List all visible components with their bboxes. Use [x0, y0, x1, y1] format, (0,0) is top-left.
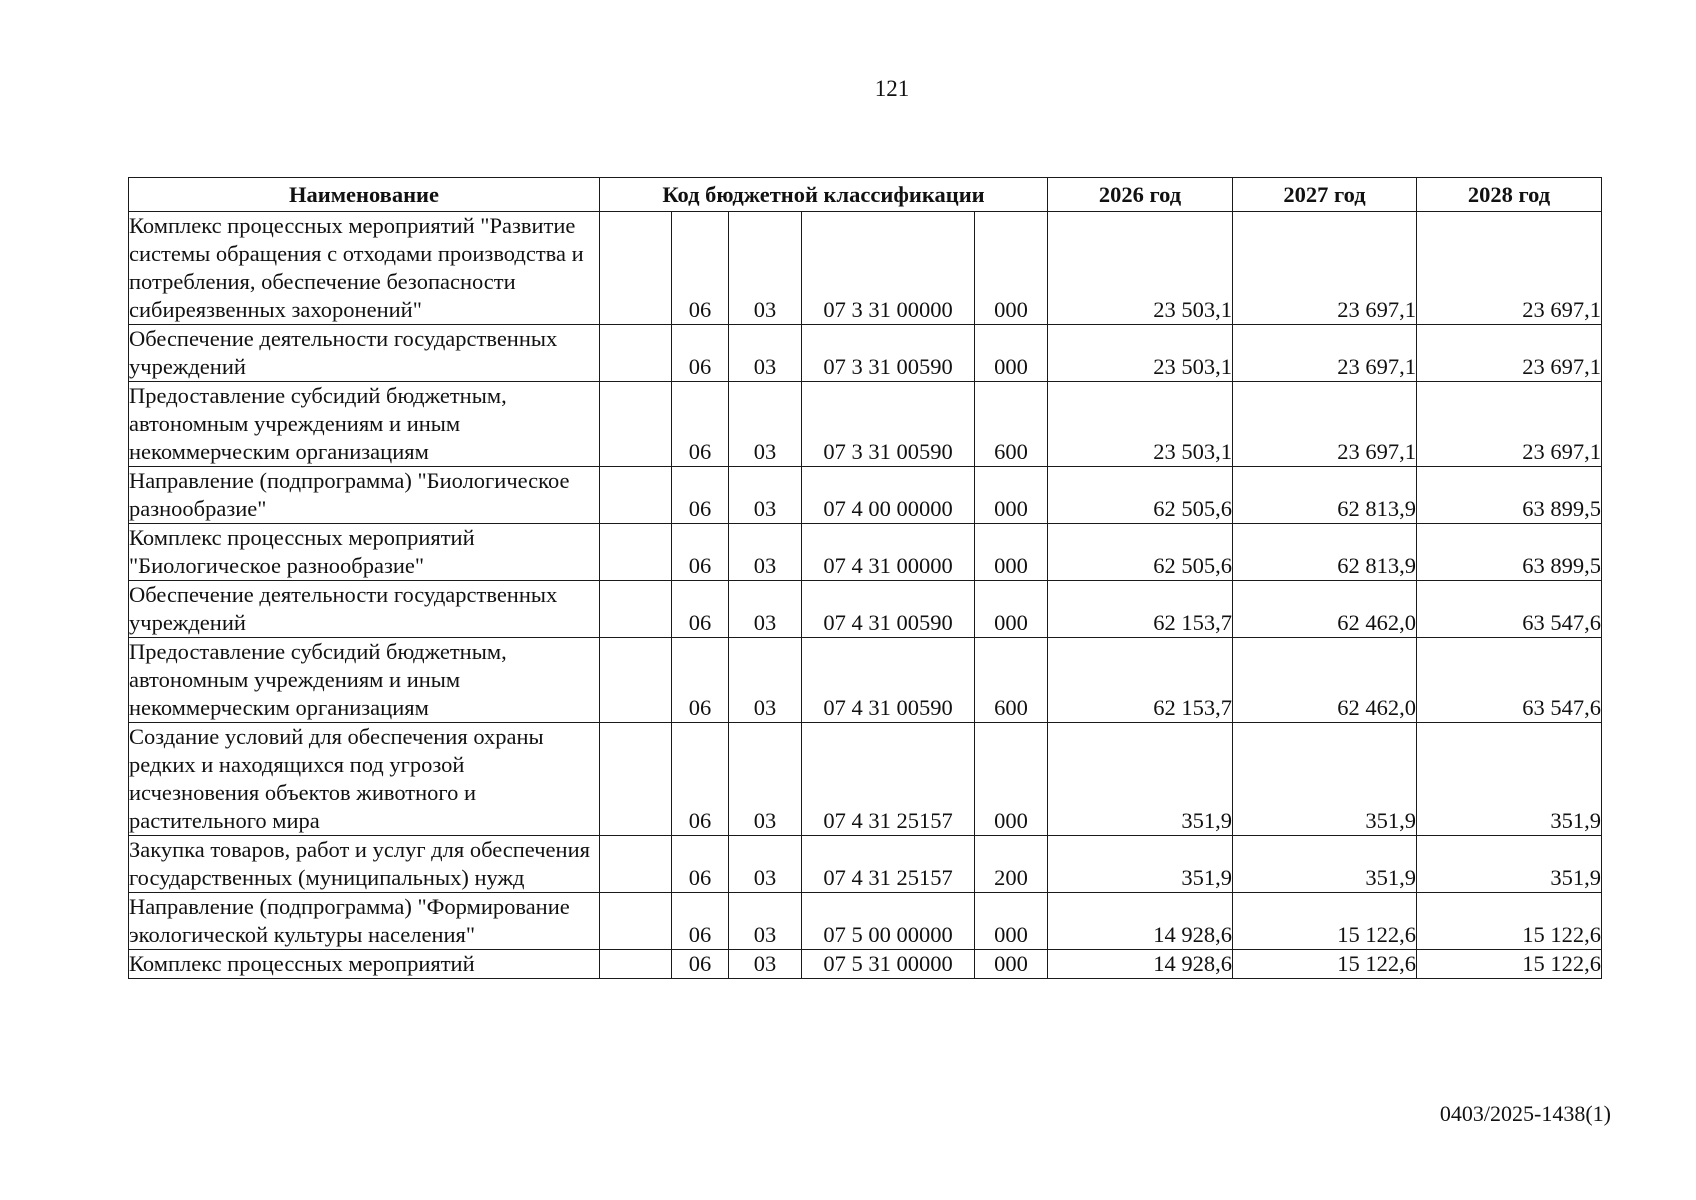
amount-2027: 351,9 — [1233, 836, 1417, 893]
table-row — [129, 382, 1602, 467]
section-code: 06 — [672, 212, 729, 325]
expense-type-code: 200 — [975, 836, 1048, 893]
table-row — [129, 950, 1602, 979]
header-year-2028: 2028 год — [1417, 178, 1602, 212]
section-code: 06 — [672, 893, 729, 950]
amount-2027: 62 813,9 — [1233, 467, 1417, 524]
expense-type-code: 600 — [975, 382, 1048, 467]
row-name: Направление (подпрограмма) "Формирование экологической культуры населения" — [129, 893, 600, 950]
table-row — [129, 723, 1602, 836]
amount-2027: 62 813,9 — [1233, 524, 1417, 581]
row-name: Предоставление субсидий бюджетным, автономным учреждениям и иным некоммерческим организациям — [129, 638, 600, 723]
section-code: 06 — [672, 723, 729, 836]
empty-cell — [600, 893, 672, 950]
subsection-code: 03 — [729, 524, 802, 581]
amount-2026: 14 928,6 — [1048, 950, 1233, 979]
subsection-code: 03 — [729, 893, 802, 950]
amount-2026: 351,9 — [1048, 723, 1233, 836]
empty-cell — [600, 836, 672, 893]
amount-2027: 23 697,1 — [1233, 382, 1417, 467]
section-code: 06 — [672, 950, 729, 979]
amount-2026: 62 153,7 — [1048, 638, 1233, 723]
table-row — [129, 581, 1602, 638]
amount-2026: 62 505,6 — [1048, 524, 1233, 581]
row-name: Обеспечение деятельности государственных учреждений — [129, 325, 600, 382]
amount-2027: 15 122,6 — [1233, 893, 1417, 950]
section-code: 06 — [672, 467, 729, 524]
target-article-code: 07 4 00 00000 — [802, 467, 975, 524]
empty-cell — [600, 581, 672, 638]
empty-cell — [600, 950, 672, 979]
target-article-code: 07 3 31 00590 — [802, 382, 975, 467]
amount-2026: 23 503,1 — [1048, 382, 1233, 467]
expense-type-code: 000 — [975, 950, 1048, 979]
header-budget-code: Код бюджетной классификации — [600, 178, 1048, 212]
table-row — [129, 212, 1602, 325]
expense-type-code: 000 — [975, 467, 1048, 524]
subsection-code: 03 — [729, 325, 802, 382]
amount-2028: 23 697,1 — [1417, 382, 1602, 467]
empty-cell — [600, 467, 672, 524]
subsection-code: 03 — [729, 836, 802, 893]
subsection-code: 03 — [729, 638, 802, 723]
document-registration-code: 0403/2025-1438(1) — [1439, 1101, 1611, 1126]
target-article-code: 07 4 31 00000 — [802, 524, 975, 581]
expense-type-code: 600 — [975, 638, 1048, 723]
table-row — [129, 893, 1602, 950]
row-name: Предоставление субсидий бюджетным, автономным учреждениям и иным некоммерческим организациям — [129, 382, 600, 467]
row-name: Комплекс процессных мероприятий — [129, 950, 600, 979]
target-article-code: 07 5 31 00000 — [802, 950, 975, 979]
amount-2028: 63 547,6 — [1417, 638, 1602, 723]
amount-2026: 62 153,7 — [1048, 581, 1233, 638]
table-row — [129, 524, 1602, 581]
section-code: 06 — [672, 382, 729, 467]
expense-type-code: 000 — [975, 524, 1048, 581]
subsection-code: 03 — [729, 950, 802, 979]
budget-table — [128, 177, 1602, 979]
section-code: 06 — [672, 836, 729, 893]
target-article-code: 07 4 31 00590 — [802, 581, 975, 638]
amount-2028: 15 122,6 — [1417, 950, 1602, 979]
empty-cell — [600, 212, 672, 325]
amount-2028: 23 697,1 — [1417, 212, 1602, 325]
amount-2027: 62 462,0 — [1233, 638, 1417, 723]
amount-2026: 23 503,1 — [1048, 325, 1233, 382]
amount-2027: 23 697,1 — [1233, 212, 1417, 325]
amount-2028: 351,9 — [1417, 836, 1602, 893]
subsection-code: 03 — [729, 467, 802, 524]
section-code: 06 — [672, 581, 729, 638]
row-name: Закупка товаров, работ и услуг для обеспечения государственных (муниципальных) нужд — [129, 836, 600, 893]
amount-2026: 351,9 — [1048, 836, 1233, 893]
amount-2028: 63 899,5 — [1417, 467, 1602, 524]
empty-cell — [600, 524, 672, 581]
empty-cell — [600, 723, 672, 836]
table-header-row — [129, 178, 1602, 212]
subsection-code: 03 — [729, 382, 802, 467]
table-row — [129, 836, 1602, 893]
row-name: Создание условий для обеспечения охраны редких и находящихся под угрозой исчезновения объектов животного и растительного мира — [129, 723, 600, 836]
expense-type-code: 000 — [975, 581, 1048, 638]
target-article-code: 07 5 00 00000 — [802, 893, 975, 950]
table-row — [129, 638, 1602, 723]
expense-type-code: 000 — [975, 325, 1048, 382]
subsection-code: 03 — [729, 212, 802, 325]
expense-type-code: 000 — [975, 723, 1048, 836]
section-code: 06 — [672, 325, 729, 382]
expense-type-code: 000 — [975, 893, 1048, 950]
target-article-code: 07 3 31 00590 — [802, 325, 975, 382]
amount-2027: 23 697,1 — [1233, 325, 1417, 382]
amount-2028: 63 547,6 — [1417, 581, 1602, 638]
table-row — [129, 467, 1602, 524]
target-article-code: 07 4 31 25157 — [802, 836, 975, 893]
header-name: Наименование — [129, 178, 600, 212]
amount-2028: 15 122,6 — [1417, 893, 1602, 950]
amount-2028: 63 899,5 — [1417, 524, 1602, 581]
empty-cell — [600, 638, 672, 723]
amount-2027: 351,9 — [1233, 723, 1417, 836]
header-year-2027: 2027 год — [1233, 178, 1417, 212]
amount-2028: 351,9 — [1417, 723, 1602, 836]
empty-cell — [600, 325, 672, 382]
amount-2027: 15 122,6 — [1233, 950, 1417, 979]
amount-2026: 23 503,1 — [1048, 212, 1233, 325]
subsection-code: 03 — [729, 723, 802, 836]
row-name: Обеспечение деятельности государственных учреждений — [129, 581, 600, 638]
row-name: Комплекс процессных мероприятий "Биологическое разнообразие" — [129, 524, 600, 581]
amount-2028: 23 697,1 — [1417, 325, 1602, 382]
section-code: 06 — [672, 638, 729, 723]
target-article-code: 07 3 31 00000 — [802, 212, 975, 325]
table-row — [129, 325, 1602, 382]
empty-cell — [600, 382, 672, 467]
header-year-2026: 2026 год — [1048, 178, 1233, 212]
row-name: Направление (подпрограмма) "Биологическое разнообразие" — [129, 467, 600, 524]
subsection-code: 03 — [729, 581, 802, 638]
expense-type-code: 000 — [975, 212, 1048, 325]
amount-2026: 62 505,6 — [1048, 467, 1233, 524]
row-name: Комплекс процессных мероприятий "Развитие системы обращения с отходами производства и потребления, обеспечение безопасности сибиреязвенных захоронений" — [129, 212, 600, 325]
section-code: 06 — [672, 524, 729, 581]
target-article-code: 07 4 31 25157 — [802, 723, 975, 836]
amount-2026: 14 928,6 — [1048, 893, 1233, 950]
target-article-code: 07 4 31 00590 — [802, 638, 975, 723]
page-number: 121 — [874, 76, 910, 101]
amount-2027: 62 462,0 — [1233, 581, 1417, 638]
